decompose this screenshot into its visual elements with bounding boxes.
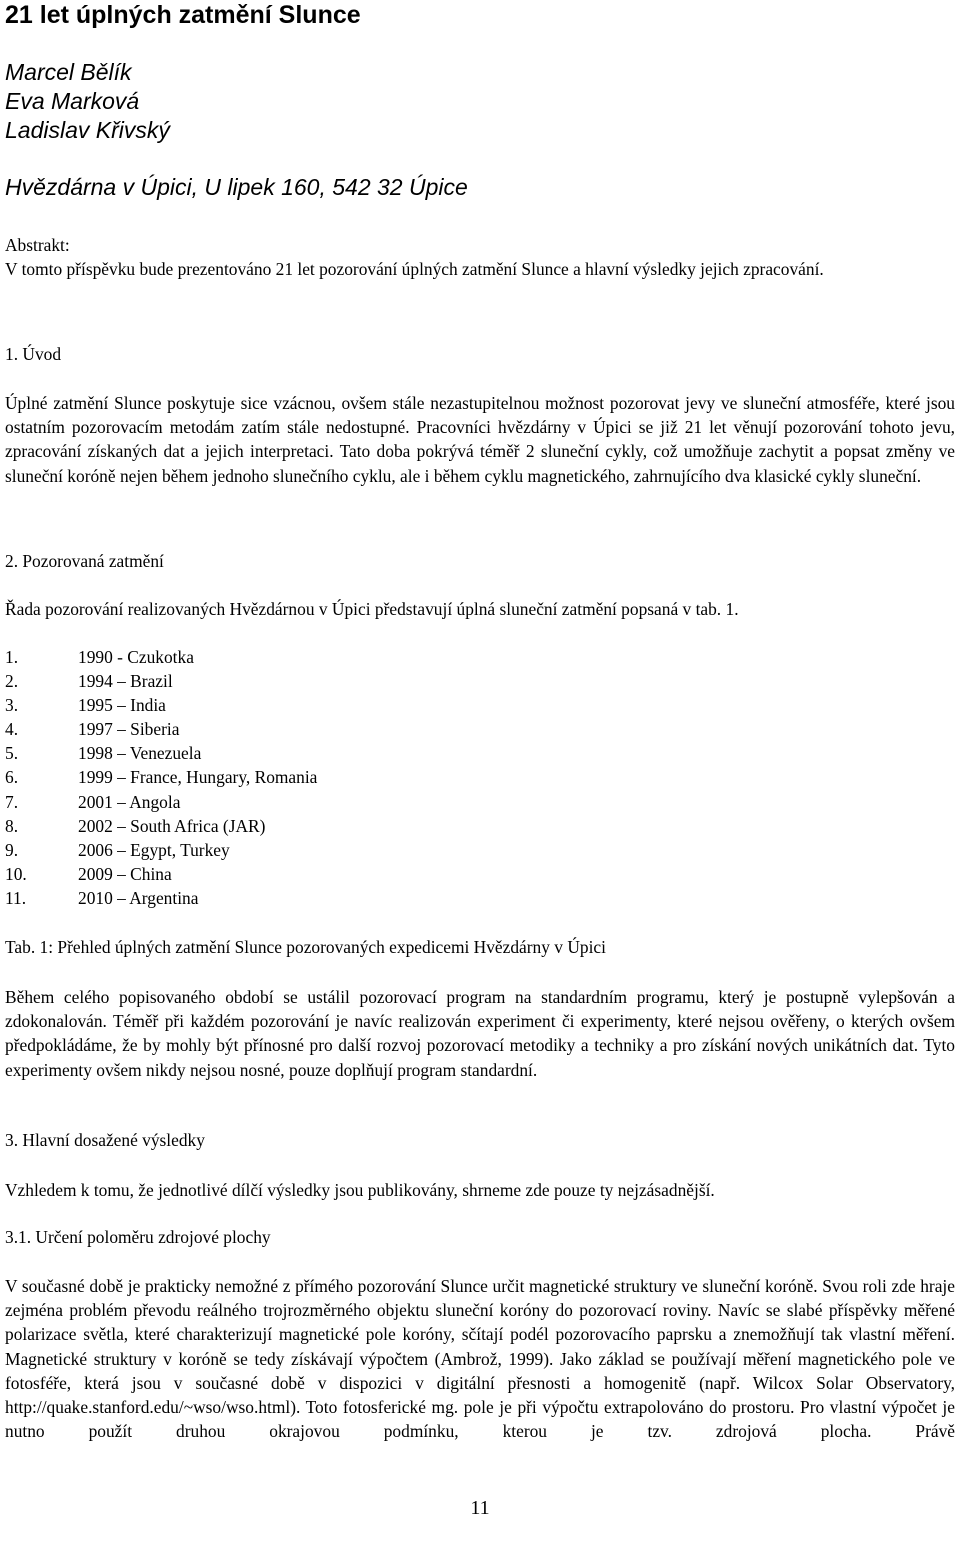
section-heading: 1. Úvod [5,344,62,364]
list-number: 10. [5,863,27,884]
list-text: 2009 – China [78,863,172,884]
list-text: 1999 – France, Hungary, Romania [78,767,318,788]
list-number: 7. [5,791,19,812]
list-number: 4. [5,719,19,740]
list-number: 9. [5,839,19,860]
author-name: Ladislav Křivský [5,117,170,143]
author-name: Eva Marková [5,88,140,114]
page-number: 11 [470,1497,490,1519]
list-text: 2006 – Egypt, Turkey [78,839,230,860]
subsection-heading: 3.1. Určení poloměru zdrojové plochy [5,1227,271,1247]
list-text: 1994 – Brazil [78,671,173,692]
list-number: 3. [5,695,19,716]
list-text: 1990 - Czukotka [78,647,194,667]
section-intro: Vzhledem k tomu, že jednotlivé dílčí výsledky jsou publikovány, shrneme zde pouze ty nejzásadnější. [5,1180,715,1200]
author-name: Marcel Bělík [5,59,132,85]
list-number: 1. [5,647,19,667]
list-text: 1997 – Siberia [78,719,180,740]
list-number: 6. [5,767,19,788]
list-text: 1998 – Venezuela [78,743,202,764]
list-number: 11. [5,887,27,908]
section-paragraph: Během celého popisovaného období se ustálil pozorovací program na standardním programu, který je postupně vylepšován a zdokonalován. Téměř při každém pozorování je navíc realizován experiment či experimenty, které nejsou ověřeny, o kterých ovšem předpokládáme, že by mohly být přínosné pro další rozvoj pozorovací metodiky a techniky a pro získání nových unikátních dat. Tyto experimenty ovšem nikdy nejsou nosné, pouze doplňují program standardní. [5,987,955,1080]
list-number: 8. [5,815,19,836]
list-text: 2001 – Angola [78,791,181,812]
abstract-text: V tomto příspěvku bude prezentováno 21 let pozorování úplných zatmění Slunce a hlavní výsledky jejich zpracování. [5,259,824,279]
section-heading: 3. Hlavní dosažené výsledky [5,1130,205,1150]
section-intro: Řada pozorování realizovaných Hvězdárnou v Úpici představují úplná sluneční zatmění popsaná v tab. 1. [5,599,739,619]
paper-title: 21 let úplných zatmění Slunce [5,1,361,29]
list-number: 5. [5,743,19,764]
section-heading: 2. Pozorovaná zatmění [5,551,164,571]
list-number: 2. [5,671,19,692]
list-text: 2002 – South Africa (JAR) [78,815,266,836]
section-paragraph: V současné době je prakticky nemožné z přímého pozorování Slunce určit magnetické struktury ve sluneční koróně. Svou roli zde hraje zejména problém převodu reálného trojrozměrného objektu sluneční koróny do pozorovací roviny. Navíc se slabé příspěvky měřené polarizace světla, které charakterizují magnetické pole koróny, sčítají podél pozorovacího paprsku a znemožňují tak vlastní měření. Magnetické struktury v koróně se tedy získávají výpočtem (Ambrož, 1999). Jako základ se používají měření magnetického pole ve fotosféře, která jsou v současné době v dispozici v digitální přesnosti a homogenitě (např. Wilcox Solar Observatory, http://quake.stanford.edu/~wso/wso.html). Toto fotosferické mg. pole je při výpočtu extrapolováno do prostoru. Pro vlastní výpočet je nutno použít druhou okrajovou podmínku, kterou je tzv. zdrojová plocha. Právě [5,1276,955,1442]
affiliation: Hvězdárna v Úpici, U lipek 160, 542 32 Úpice [5,174,468,200]
table-caption: Tab. 1: Přehled úplných zatmění Slunce pozorovaných expedicemi Hvězdárny v Úpici [5,937,606,957]
section-paragraph: Úplné zatmění Slunce poskytuje sice vzácnou, ovšem stále nezastupitelnou možnost pozorovat jevy ve sluneční atmosféře, které jsou ostatním pozorovacím metodám zatím stále nedostupné. Pracovníci hvězdárny v Úpici se již 21 let věnují pozorování tohoto jevu, zpracování získaných dat a jejich interpretaci. Tato doba pokrývá téměř 2 sluneční cykly, což umožňuje zachytit a popsat změny ve sluneční koróně nejen během jednoho slunečního cyklu, ale i během cyklu magnetického, zahrnujícího dva klasické cykly sluneční. [5,393,955,486]
abstract-label: Abstrakt: [5,235,70,255]
list-text: 1995 – India [78,695,166,716]
list-text: 2010 – Argentina [78,887,199,908]
